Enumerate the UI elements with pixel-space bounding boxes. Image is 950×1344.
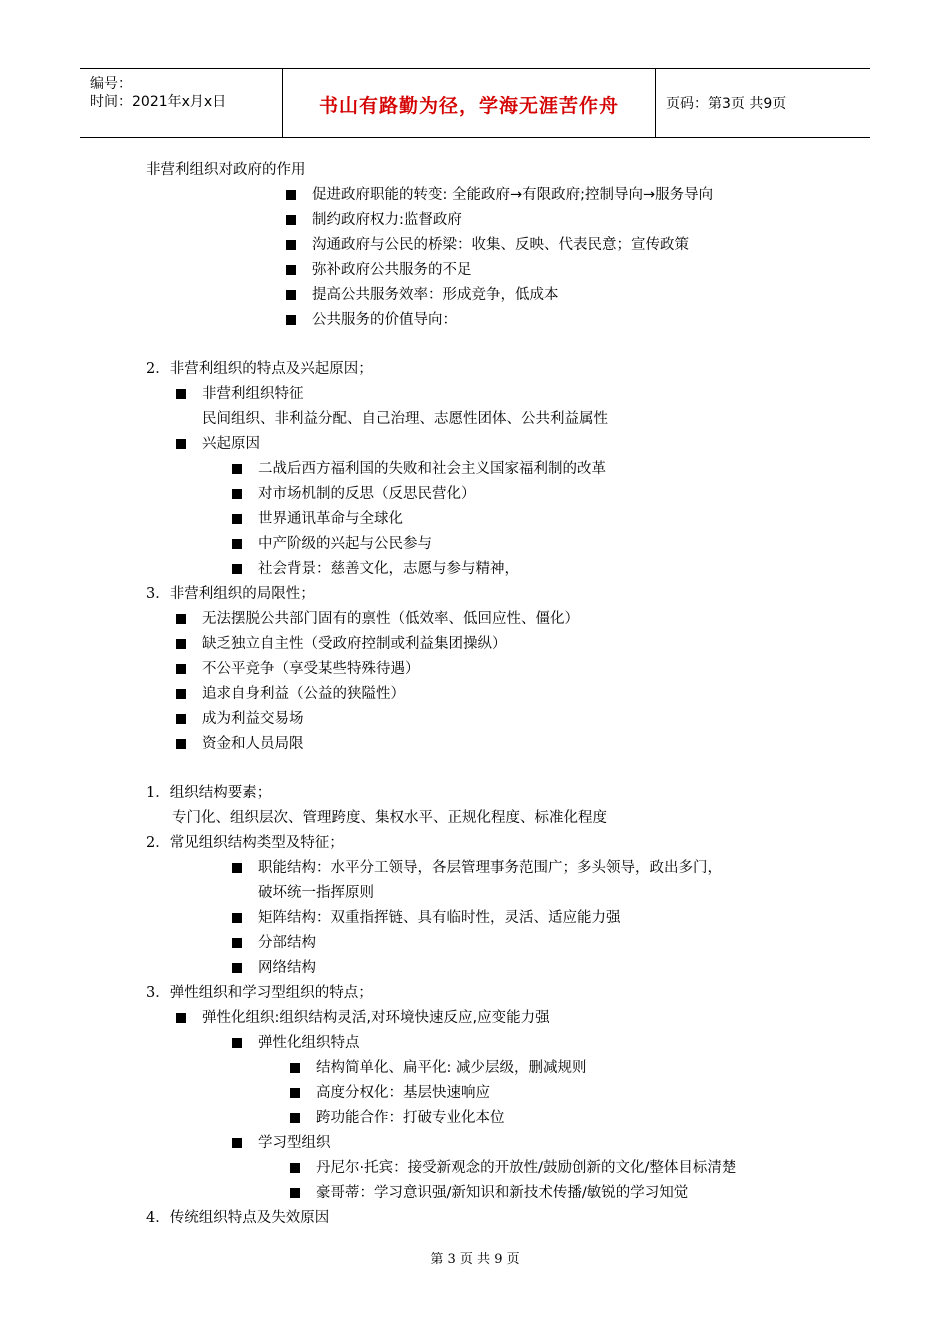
list-item: 中产阶级的兴起与公民参与 xyxy=(258,536,432,552)
list-item: 追求自身利益（公益的狭隘性） xyxy=(202,686,405,702)
page-header xyxy=(80,68,870,138)
list-item: 无法摆脱公共部门固有的禀性（低效率、低回应性、僵化） xyxy=(202,611,579,627)
list-item: 学习型组织 xyxy=(258,1135,331,1151)
bullet-square-icon xyxy=(290,1188,300,1198)
section-heading: 1．组织结构要素； xyxy=(146,785,272,801)
bullet-square-icon xyxy=(232,514,242,524)
header-meta-cell xyxy=(80,69,283,137)
bullet-square-icon xyxy=(290,1163,300,1173)
list-item-text: 破坏统一指挥原则 xyxy=(258,885,374,901)
page-footer: 第 3 页 共 9 页 xyxy=(430,1252,520,1267)
list-item: 矩阵结构：双重指挥链、具有临时性，灵活、适应能力强 xyxy=(258,910,621,926)
list-item: 非营利组织特征 xyxy=(202,386,304,402)
number-label: 编号： xyxy=(90,76,132,92)
bullet-square-icon xyxy=(176,439,186,449)
bullet-square-icon xyxy=(290,1088,300,1098)
bullet-square-icon xyxy=(176,639,186,649)
list-item: 二战后西方福利国的失败和社会主义国家福利制的改革 xyxy=(258,461,606,477)
list-item: 弥补政府公共服务的不足 xyxy=(312,262,472,278)
bullet-square-icon xyxy=(176,739,186,749)
list-item: 高度分权化：基层快速响应 xyxy=(316,1085,490,1101)
section-heading: 2．常见组织结构类型及特征； xyxy=(146,835,344,851)
bullet-square-icon xyxy=(232,464,242,474)
list-item: 分部结构 xyxy=(258,935,316,951)
list-item: 弹性化组织特点 xyxy=(258,1035,360,1051)
list-item: 提高公共服务效率：形成竞争，低成本 xyxy=(312,287,559,303)
bullet-square-icon xyxy=(176,714,186,724)
bullet-square-icon xyxy=(286,315,296,325)
header-page-cell xyxy=(656,69,870,137)
bullet-square-icon xyxy=(286,265,296,275)
list-item: 豪哥蒂：学习意识强/新知识和新技术传播/敏锐的学习知觉 xyxy=(316,1185,689,1201)
bullet-square-icon xyxy=(232,963,242,973)
bullet-square-icon xyxy=(232,539,242,549)
list-item: 不公平竞争（享受某些特殊待遇） xyxy=(202,661,420,677)
page-number-label: 页码：第3页 共9页 xyxy=(666,96,787,112)
bullet-square-icon xyxy=(290,1113,300,1123)
bullet-square-icon xyxy=(232,564,242,574)
list-item: 兴起原因 xyxy=(202,436,260,452)
bullet-square-icon xyxy=(286,215,296,225)
section-heading: 4．传统组织特点及失效原因 xyxy=(146,1210,330,1226)
list-item: 对市场机制的反思（反思民营化） xyxy=(258,486,476,502)
bullet-square-icon xyxy=(286,290,296,300)
list-item: 跨功能合作：打破专业化本位 xyxy=(316,1110,505,1126)
section-heading: 非营利组织对政府的作用 xyxy=(146,162,306,178)
section-heading: 3．非营利组织的局限性； xyxy=(146,586,315,602)
header-motto-cell xyxy=(283,69,656,137)
bullet-square-icon xyxy=(176,689,186,699)
list-item: 丹尼尔·托宾：接受新观念的开放性/鼓励创新的文化/整体目标清楚 xyxy=(316,1160,737,1176)
list-item: 资金和人员局限 xyxy=(202,736,304,752)
list-item: 职能结构：水平分工领导，各层管理事务范围广；多头领导，政出多门， xyxy=(258,860,722,876)
list-item: 社会背景：慈善文化，志愿与参与精神， xyxy=(258,561,519,577)
bullet-square-icon xyxy=(286,190,296,200)
bullet-square-icon xyxy=(232,1038,242,1048)
list-item: 制约政府权力:监督政府 xyxy=(312,212,462,228)
list-item: 弹性化组织:组织结构灵活,对环境快速反应,应变能力强 xyxy=(202,1010,550,1026)
bullet-square-icon xyxy=(232,489,242,499)
bullet-square-icon xyxy=(290,1063,300,1073)
list-item: 沟通政府与公民的桥梁：收集、反映、代表民意；宣传政策 xyxy=(312,237,689,253)
section-heading: 2．非营利组织的特点及兴起原因； xyxy=(146,361,373,377)
bullet-square-icon xyxy=(176,1013,186,1023)
list-item: 网络结构 xyxy=(258,960,316,976)
bullet-square-icon xyxy=(232,1138,242,1148)
bullet-square-icon xyxy=(232,863,242,873)
bullet-square-icon xyxy=(286,240,296,250)
bullet-square-icon xyxy=(176,389,186,399)
list-item: 缺乏独立自主性（受政府控制或利益集团操纵） xyxy=(202,636,507,652)
motto-text: 书山有路勤为径，学海无涯苦作舟 xyxy=(318,95,619,117)
list-item: 世界通讯革命与全球化 xyxy=(258,511,403,527)
section-heading: 3．弹性组织和学习型组织的特点； xyxy=(146,985,373,1001)
bullet-square-icon xyxy=(232,913,242,923)
list-item-text: 民间组织、非利益分配、自己治理、志愿性团体、公共利益属性 xyxy=(202,411,608,427)
list-item: 成为利益交易场 xyxy=(202,711,304,727)
bullet-square-icon xyxy=(176,614,186,624)
list-item: 公共服务的价值导向： xyxy=(312,312,457,328)
list-item: 结构简单化、扁平化: 减少层级，删减规则 xyxy=(316,1060,587,1076)
date-label: 时间：2021年x月x日 xyxy=(90,94,227,110)
list-item-text: 专门化、组织层次、管理跨度、集权水平、正规化程度、标准化程度 xyxy=(172,810,607,826)
list-item: 促进政府职能的转变: 全能政府→有限政府;控制导向→服务导向 xyxy=(312,187,714,203)
bullet-square-icon xyxy=(176,664,186,674)
bullet-square-icon xyxy=(232,938,242,948)
